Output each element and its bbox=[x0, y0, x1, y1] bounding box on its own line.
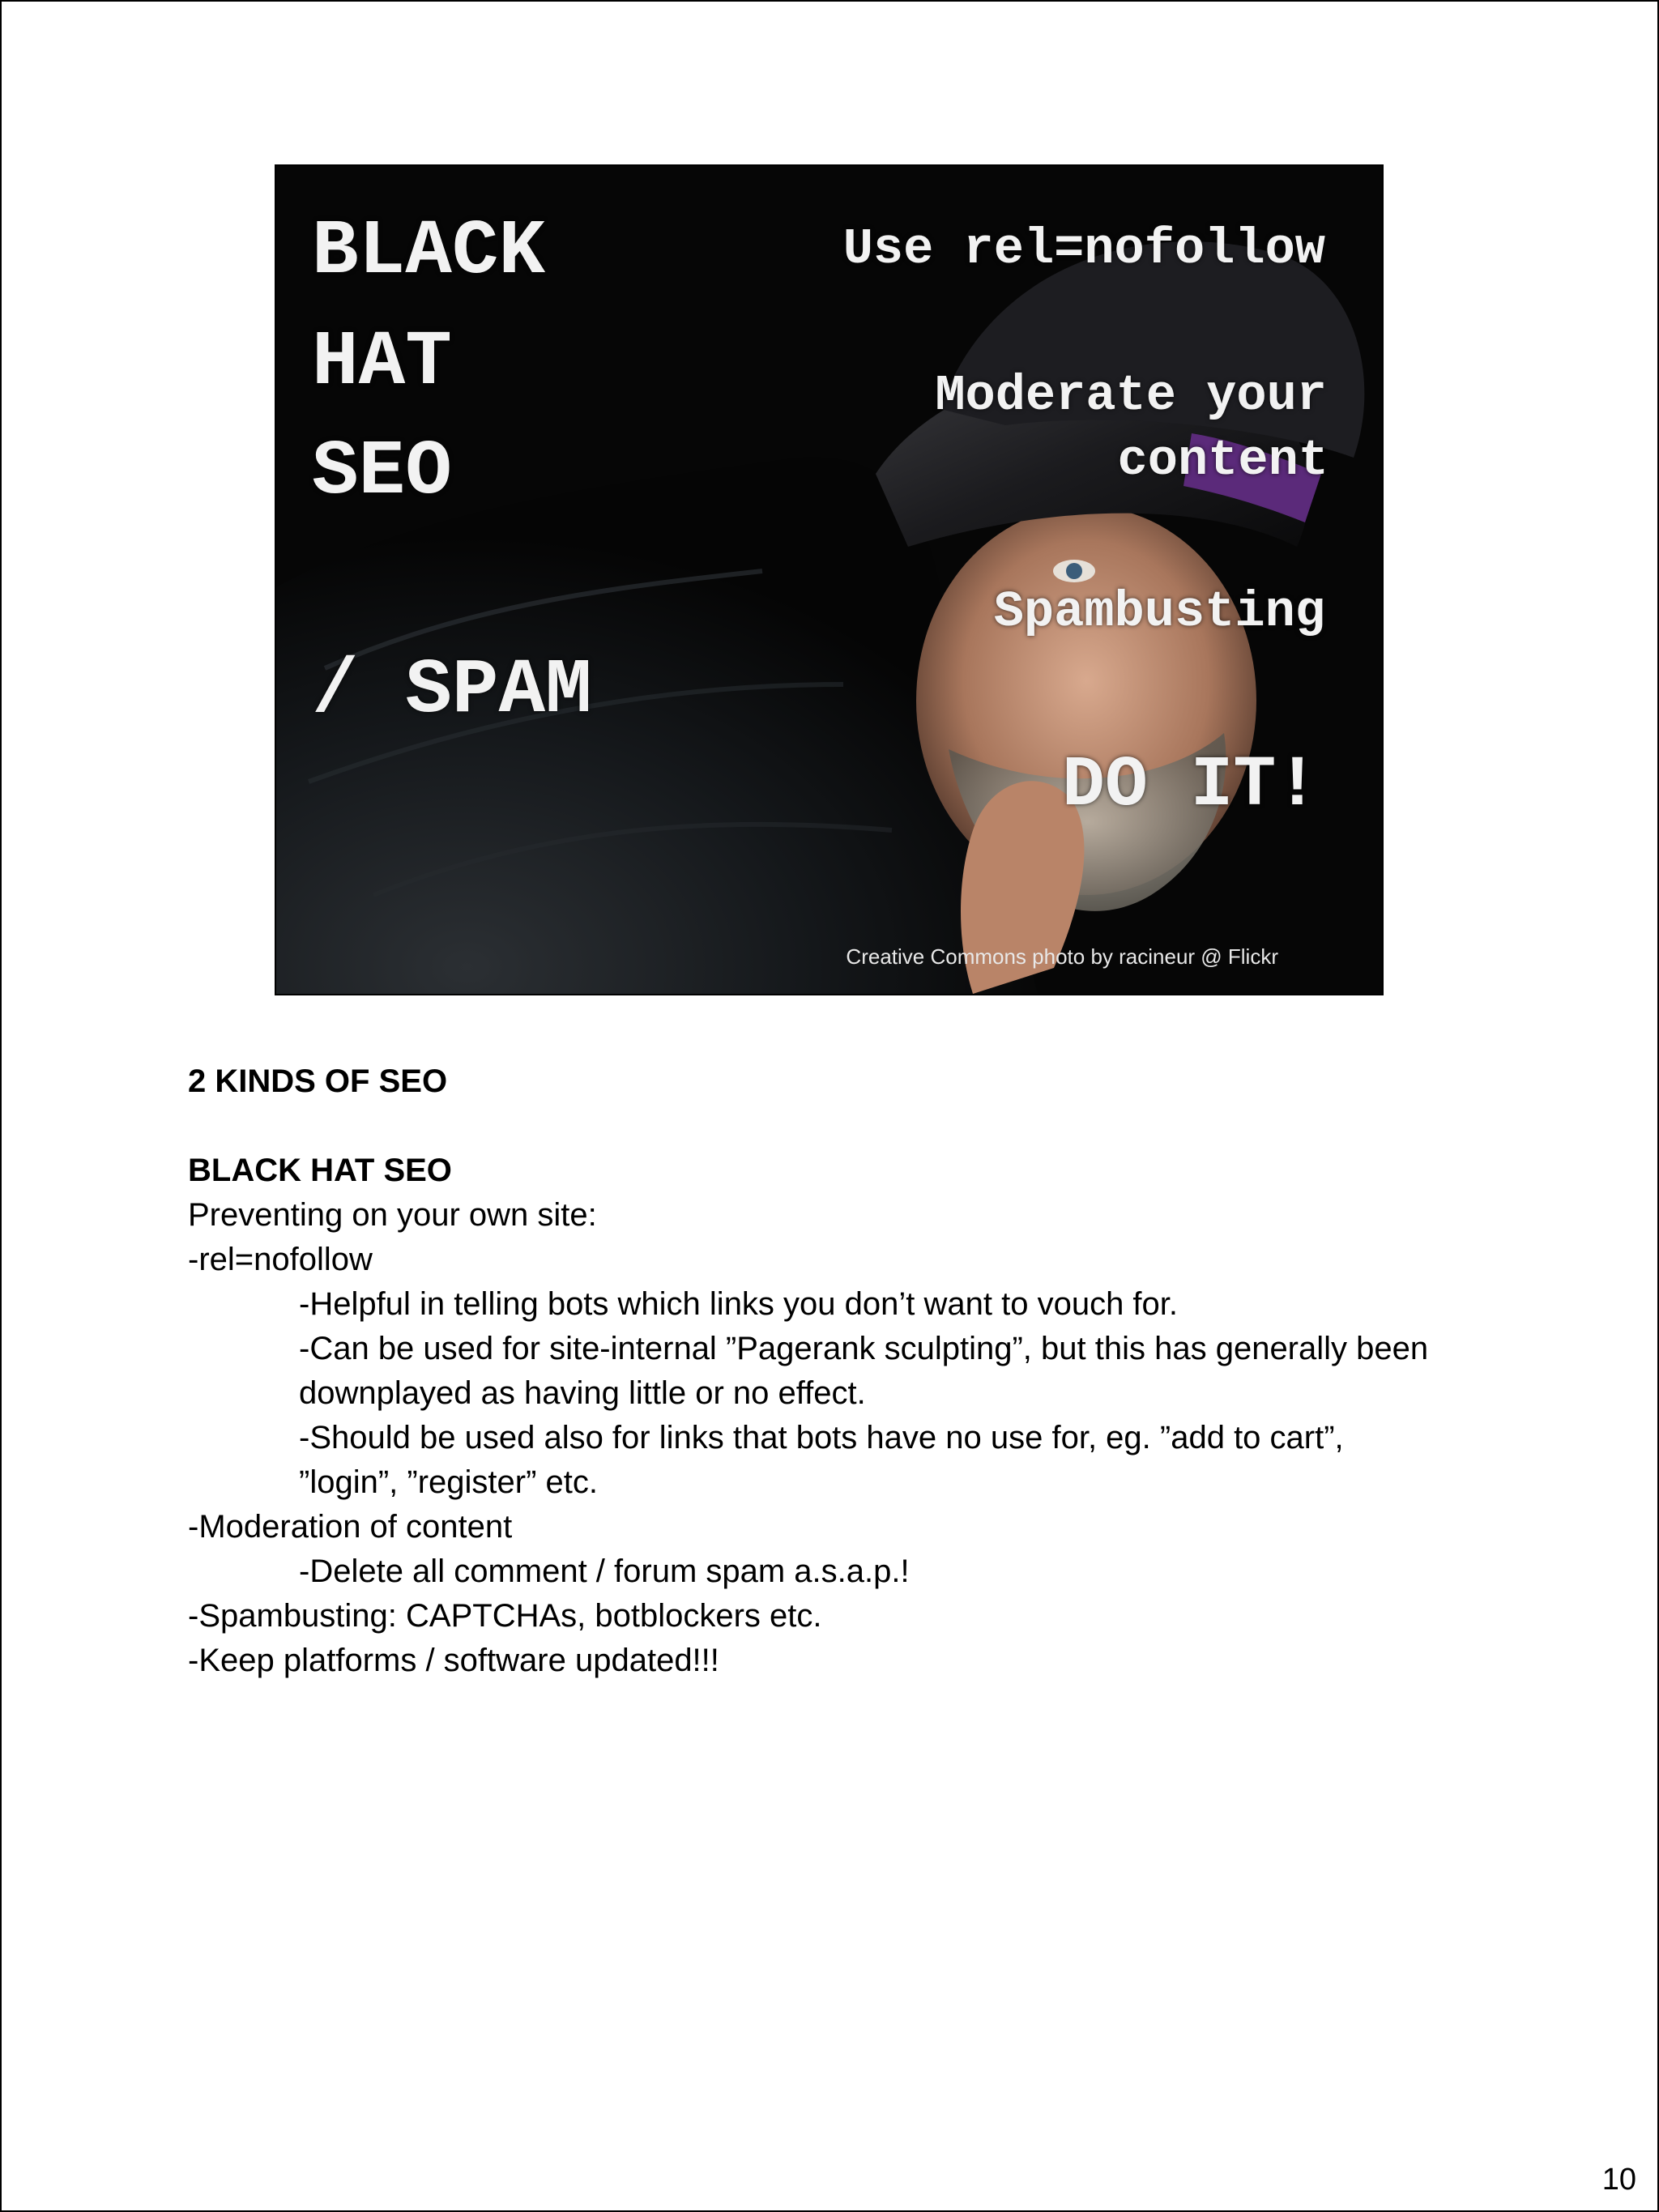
slide-item-moderate-line-2: content bbox=[1117, 432, 1328, 489]
slide-item-spambusting: Spambusting bbox=[993, 583, 1325, 641]
notes-line: -rel=nofollow bbox=[188, 1242, 373, 1277]
notes-line: -Helpful in telling bots which links you don’t want to vouch for. bbox=[299, 1286, 1179, 1322]
slide-title-line-1: BLACK bbox=[312, 207, 546, 296]
photo-credit: Creative Commons photo by racineur @ Flickr bbox=[846, 944, 1278, 969]
slide-item-moderate-line-1: Moderate your bbox=[935, 367, 1327, 424]
slide-title-line-2: HAT bbox=[312, 318, 452, 407]
notes-line: -Moderation of content bbox=[188, 1509, 513, 1545]
notes-line: -Should be used also for links that bots have no use for, eg. ”add to cart”, bbox=[299, 1420, 1344, 1455]
notes-line: -Can be used for site-internal ”Pagerank sculpting”, but this has generally been bbox=[299, 1331, 1429, 1366]
notes-line: -Keep platforms / software updated!!! bbox=[188, 1643, 719, 1678]
notes-line: downplayed as having little or no effect. bbox=[299, 1375, 866, 1411]
notes-line: -Spambusting: CAPTCHAs, botblockers etc. bbox=[188, 1598, 822, 1634]
notes-line: ”login”, ”register” etc. bbox=[299, 1464, 598, 1500]
slide-title-line-3: SEO bbox=[312, 428, 452, 516]
notes-intro: Preventing on your own site: bbox=[188, 1197, 597, 1233]
speaker-notes bbox=[188, 1059, 1525, 1683]
notes-line: -Delete all comment / forum spam a.s.a.p.! bbox=[299, 1554, 910, 1589]
notes-subheading: BLACK HAT SEO bbox=[188, 1153, 452, 1188]
slide-item-do-it: DO IT! bbox=[1062, 746, 1319, 826]
notes-spacer bbox=[188, 1104, 1525, 1149]
slide-item-nofollow: Use rel=nofollow bbox=[842, 220, 1325, 278]
slide-image bbox=[275, 164, 1384, 995]
page-number: 10 bbox=[1601, 2163, 1636, 2197]
slide-subtitle: / SPAM bbox=[312, 646, 592, 735]
notes-heading: 2 KINDS OF SEO bbox=[188, 1063, 448, 1099]
